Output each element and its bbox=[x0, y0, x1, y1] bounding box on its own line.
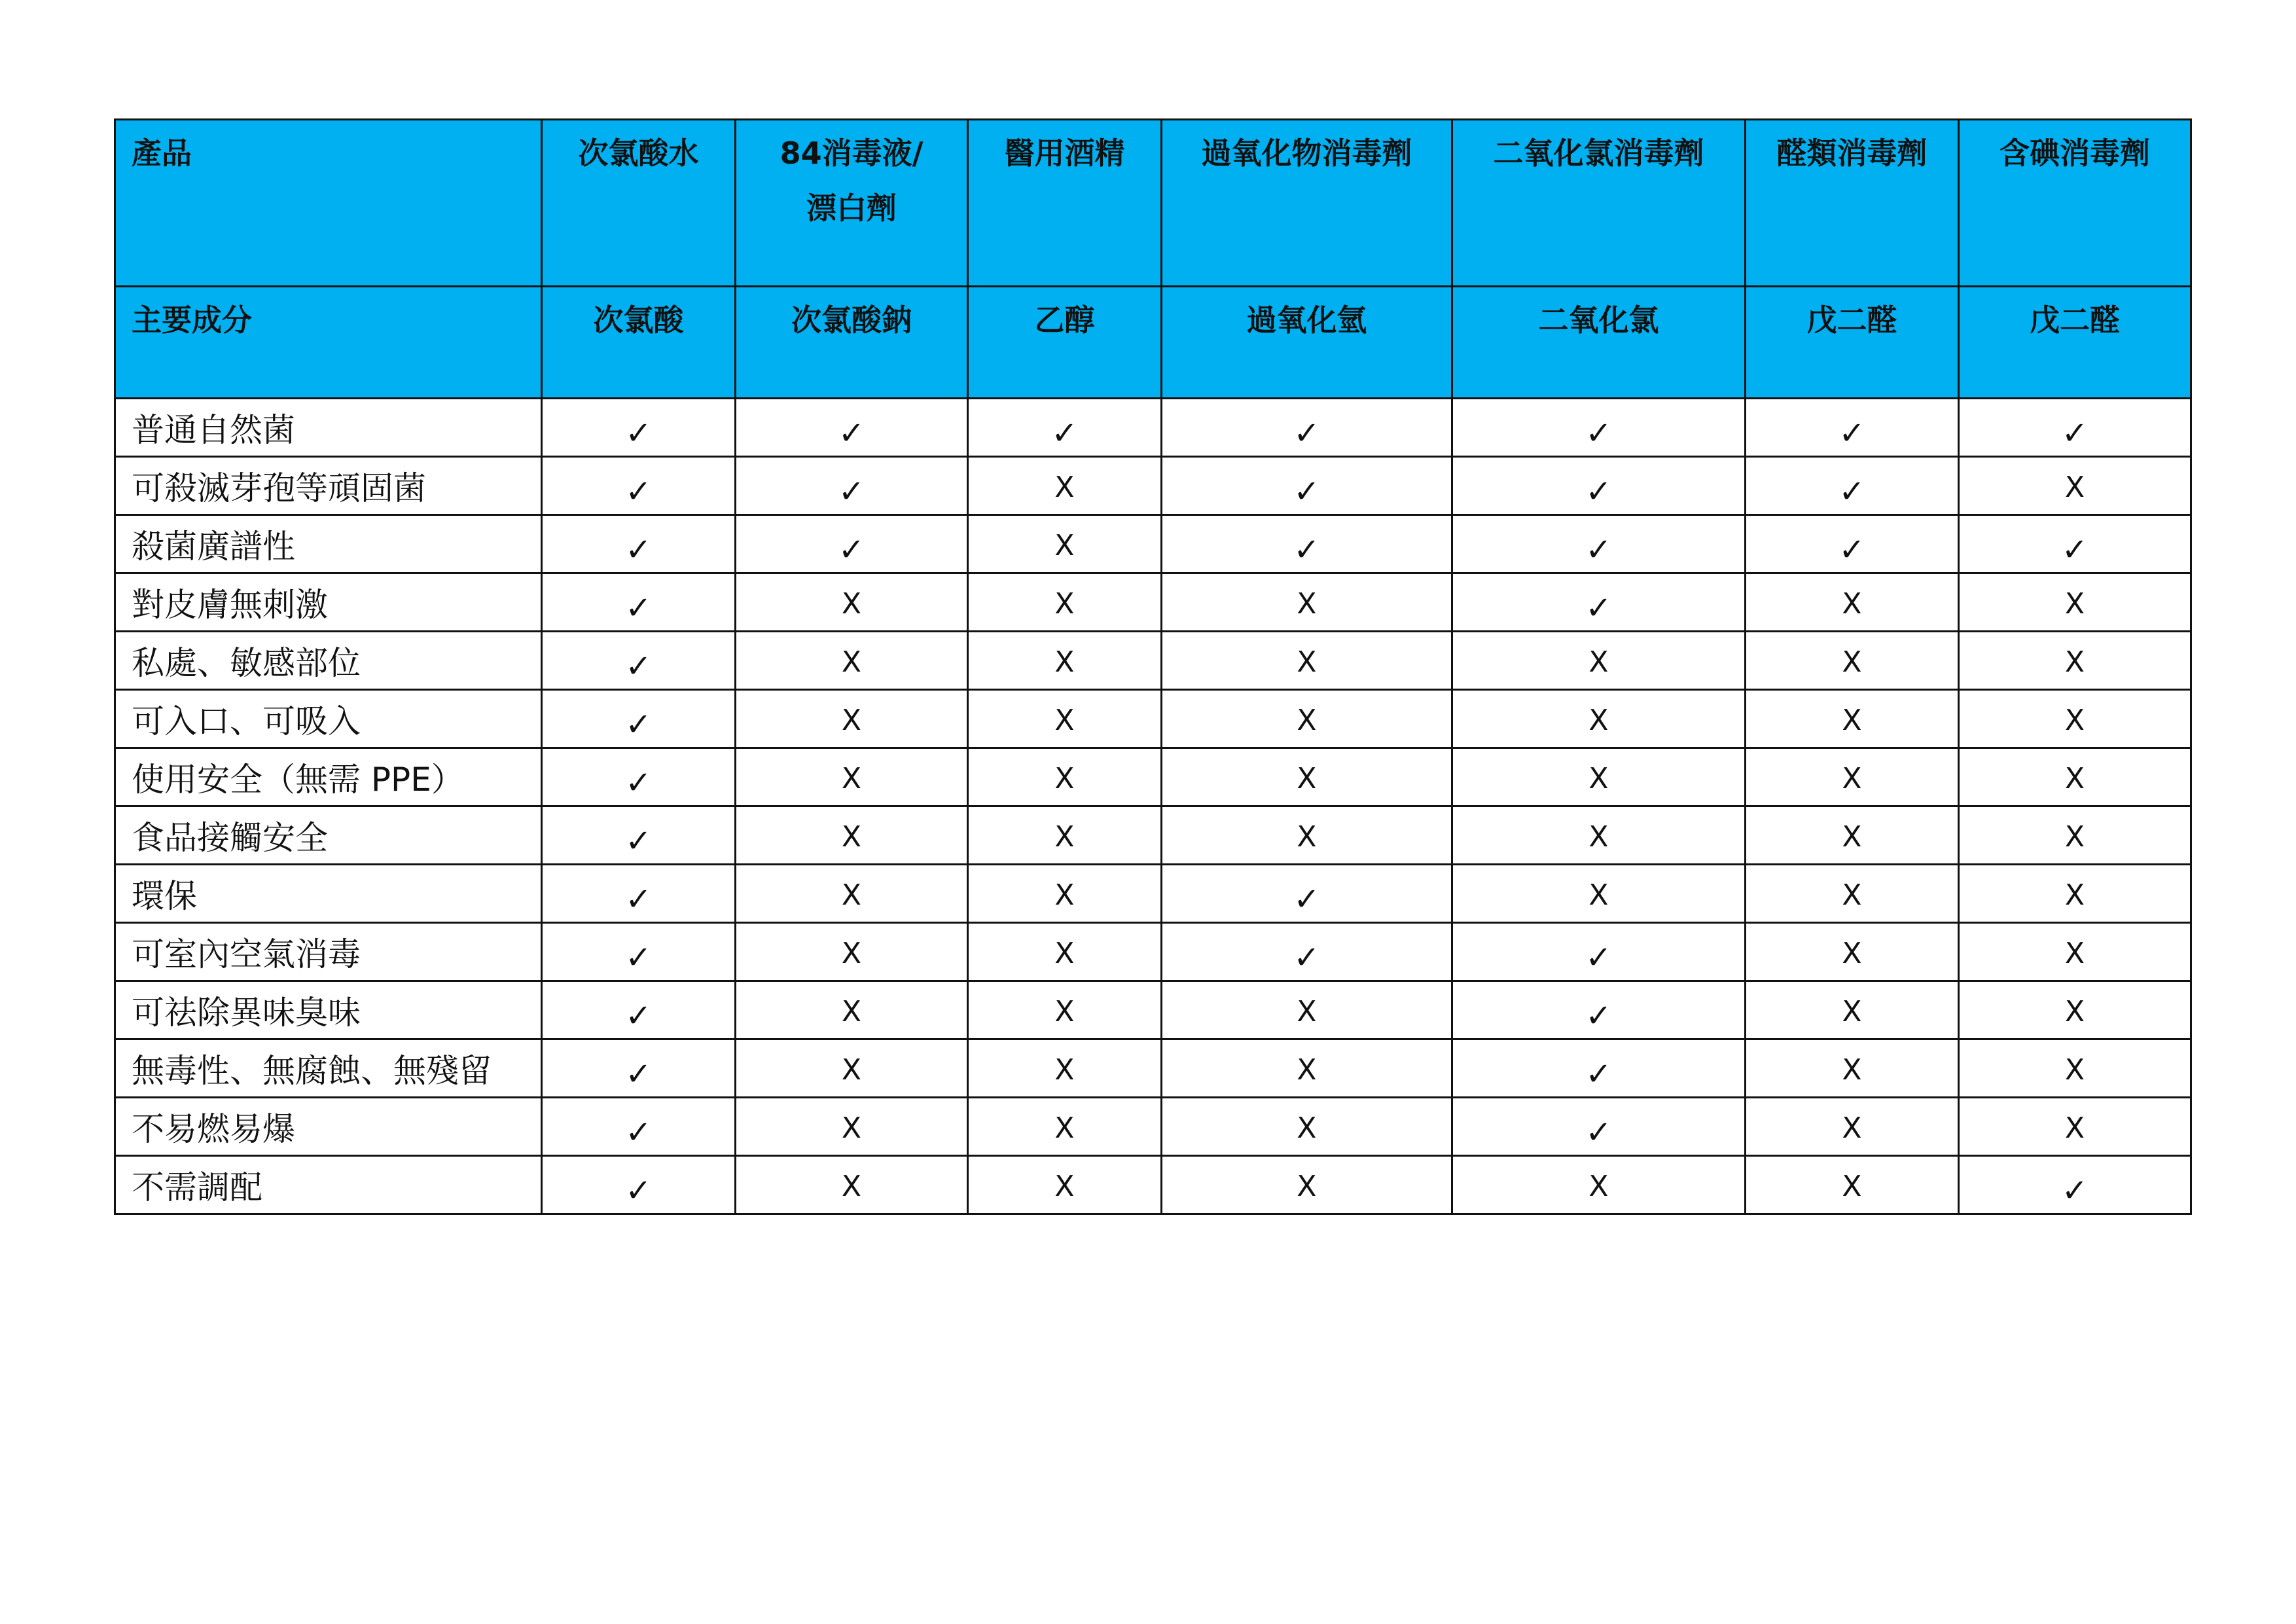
value-cell bbox=[1162, 515, 1452, 573]
check-mark: ✓ bbox=[1585, 590, 1612, 626]
check-mark: ✓ bbox=[625, 765, 652, 801]
value-cell bbox=[968, 457, 1162, 515]
cross-mark: X bbox=[1842, 995, 1862, 1028]
check-mark: ✓ bbox=[2061, 1172, 2089, 1209]
product-header-cell: 84消毒液/ 漂白劑 bbox=[736, 120, 968, 287]
check-mark: ✓ bbox=[1585, 998, 1612, 1034]
cross-mark: X bbox=[841, 645, 862, 679]
check-mark: ✓ bbox=[1585, 1114, 1612, 1151]
value-cell bbox=[1452, 690, 1746, 748]
value-cell bbox=[736, 457, 968, 515]
cross-mark: X bbox=[1054, 1170, 1075, 1203]
table-row bbox=[115, 399, 2191, 457]
table-row bbox=[115, 457, 2191, 515]
check-mark: ✓ bbox=[1051, 415, 1078, 452]
check-mark: ✓ bbox=[625, 1056, 652, 1092]
cross-mark: X bbox=[1297, 587, 1317, 621]
table-row bbox=[115, 806, 2191, 865]
cross-mark: X bbox=[2064, 587, 2085, 621]
value-cell bbox=[1452, 806, 1746, 865]
ingredient-header-cell: 戊二醛 bbox=[1746, 287, 1959, 399]
feature-label: 對皮膚無刺激 bbox=[115, 573, 542, 632]
value-cell bbox=[736, 923, 968, 981]
cross-mark: X bbox=[2064, 1053, 2085, 1087]
cross-mark: X bbox=[2064, 704, 2085, 737]
value-cell bbox=[1162, 1039, 1452, 1098]
value-cell bbox=[1959, 399, 2191, 457]
check-mark: ✓ bbox=[625, 823, 652, 859]
check-mark: ✓ bbox=[625, 998, 652, 1034]
value-cell bbox=[1959, 690, 2191, 748]
check-mark: ✓ bbox=[1293, 532, 1320, 568]
value-cell bbox=[1452, 1039, 1746, 1098]
check-mark: ✓ bbox=[1839, 473, 1865, 510]
cross-mark: X bbox=[1054, 1053, 1075, 1087]
check-mark: ✓ bbox=[1293, 473, 1320, 510]
value-cell bbox=[1162, 690, 1452, 748]
cross-mark: X bbox=[2064, 937, 2085, 970]
value-cell bbox=[736, 748, 968, 806]
cross-mark: X bbox=[2064, 995, 2085, 1028]
value-cell bbox=[968, 1098, 1162, 1156]
table-row bbox=[115, 1156, 2191, 1214]
value-cell bbox=[736, 865, 968, 923]
cross-mark: X bbox=[841, 704, 862, 737]
value-cell bbox=[1452, 981, 1746, 1039]
check-mark: ✓ bbox=[838, 415, 865, 452]
check-mark: ✓ bbox=[625, 532, 652, 568]
value-cell bbox=[542, 515, 736, 573]
value-cell bbox=[736, 399, 968, 457]
value-cell bbox=[1959, 981, 2191, 1039]
value-cell bbox=[542, 865, 736, 923]
cross-mark: X bbox=[1297, 1111, 1317, 1145]
value-cell bbox=[968, 573, 1162, 632]
value-cell bbox=[1452, 1156, 1746, 1214]
cross-mark: X bbox=[1297, 1053, 1317, 1087]
value-cell bbox=[1746, 515, 1959, 573]
value-cell bbox=[1959, 1098, 2191, 1156]
check-mark: ✓ bbox=[1293, 415, 1320, 452]
value-cell bbox=[1452, 573, 1746, 632]
table-row bbox=[115, 690, 2191, 748]
value-cell bbox=[1746, 865, 1959, 923]
check-mark: ✓ bbox=[2061, 532, 2089, 568]
table-row bbox=[115, 1098, 2191, 1156]
check-mark: ✓ bbox=[838, 532, 865, 568]
product-header-cell: 醫用酒精 bbox=[968, 120, 1162, 287]
value-cell bbox=[1162, 632, 1452, 690]
value-cell bbox=[1959, 1156, 2191, 1214]
value-cell bbox=[542, 1039, 736, 1098]
value-cell bbox=[1746, 573, 1959, 632]
check-mark: ✓ bbox=[2061, 415, 2089, 452]
feature-label: 不易燃易爆 bbox=[115, 1098, 542, 1156]
value-cell bbox=[1452, 399, 1746, 457]
value-cell bbox=[968, 806, 1162, 865]
value-cell bbox=[736, 981, 968, 1039]
cross-mark: X bbox=[1588, 878, 1609, 912]
check-mark: ✓ bbox=[1585, 532, 1612, 568]
feature-label: 無毒性、無腐蝕、無殘留 bbox=[115, 1039, 542, 1098]
check-mark: ✓ bbox=[625, 415, 652, 452]
cross-mark: X bbox=[1054, 820, 1075, 854]
value-cell bbox=[1162, 399, 1452, 457]
value-cell bbox=[1746, 1156, 1959, 1214]
cross-mark: X bbox=[1588, 645, 1609, 679]
check-mark: ✓ bbox=[1839, 415, 1865, 452]
value-cell bbox=[1162, 457, 1452, 515]
value-cell bbox=[968, 1039, 1162, 1098]
cross-mark: X bbox=[1054, 704, 1075, 737]
value-cell bbox=[1162, 923, 1452, 981]
check-mark: ✓ bbox=[1585, 1056, 1612, 1092]
check-mark: ✓ bbox=[1839, 532, 1865, 568]
cross-mark: X bbox=[1842, 820, 1862, 854]
product-header-cell: 含碘消毒劑 bbox=[1959, 120, 2191, 287]
cross-mark: X bbox=[841, 1111, 862, 1145]
value-cell bbox=[1746, 981, 1959, 1039]
value-cell bbox=[968, 865, 1162, 923]
value-cell bbox=[736, 1098, 968, 1156]
cross-mark: X bbox=[1297, 762, 1317, 795]
feature-label: 可祛除異味臭味 bbox=[115, 981, 542, 1039]
cross-mark: X bbox=[2064, 645, 2085, 679]
cross-mark: X bbox=[841, 762, 862, 795]
value-cell bbox=[1746, 1098, 1959, 1156]
feature-label: 使用安全（無需 PPE） bbox=[115, 748, 542, 806]
cross-mark: X bbox=[1588, 704, 1609, 737]
cross-mark: X bbox=[1297, 645, 1317, 679]
value-cell bbox=[1746, 457, 1959, 515]
check-mark: ✓ bbox=[838, 473, 865, 510]
cross-mark: X bbox=[1842, 878, 1862, 912]
value-cell bbox=[1452, 923, 1746, 981]
product-header-row bbox=[115, 120, 2191, 287]
value-cell bbox=[542, 748, 736, 806]
value-cell bbox=[1959, 632, 2191, 690]
cross-mark: X bbox=[1588, 1170, 1609, 1203]
check-mark: ✓ bbox=[1585, 939, 1612, 976]
value-cell bbox=[1959, 923, 2191, 981]
value-cell bbox=[1452, 632, 1746, 690]
ingredient-header-cell: 乙醇 bbox=[968, 287, 1162, 399]
table-row bbox=[115, 515, 2191, 573]
value-cell bbox=[542, 1098, 736, 1156]
value-cell bbox=[542, 457, 736, 515]
value-cell bbox=[1452, 748, 1746, 806]
cross-mark: X bbox=[1054, 878, 1075, 912]
cross-mark: X bbox=[1054, 995, 1075, 1028]
value-cell bbox=[736, 1039, 968, 1098]
value-cell bbox=[736, 690, 968, 748]
value-cell bbox=[1452, 865, 1746, 923]
feature-label: 私處、敏感部位 bbox=[115, 632, 542, 690]
table-body bbox=[115, 399, 2191, 1214]
value-cell bbox=[736, 573, 968, 632]
cross-mark: X bbox=[1842, 1053, 1862, 1087]
value-cell bbox=[1959, 573, 2191, 632]
ingredient-header-cell: 次氯酸鈉 bbox=[736, 287, 968, 399]
value-cell bbox=[1162, 573, 1452, 632]
cross-mark: X bbox=[2064, 878, 2085, 912]
value-cell bbox=[542, 981, 736, 1039]
value-cell bbox=[968, 923, 1162, 981]
table-row bbox=[115, 632, 2191, 690]
cross-mark: X bbox=[1842, 1111, 1862, 1145]
value-cell bbox=[542, 806, 736, 865]
value-cell bbox=[1746, 923, 1959, 981]
value-cell bbox=[1959, 1039, 2191, 1098]
value-cell bbox=[542, 690, 736, 748]
disinfectant-comparison-table bbox=[114, 118, 2192, 1215]
value-cell bbox=[1162, 865, 1452, 923]
cross-mark: X bbox=[1842, 645, 1862, 679]
header-label: 產品 bbox=[115, 120, 542, 287]
value-cell bbox=[736, 1156, 968, 1214]
ingredient-header-cell: 次氯酸 bbox=[542, 287, 736, 399]
ingredient-header-cell: 二氧化氯 bbox=[1452, 287, 1746, 399]
cross-mark: X bbox=[1842, 1170, 1862, 1203]
cross-mark: X bbox=[1054, 587, 1075, 621]
value-cell bbox=[1746, 632, 1959, 690]
value-cell bbox=[1452, 457, 1746, 515]
product-header-cell: 醛類消毒劑 bbox=[1746, 120, 1959, 287]
value-cell bbox=[542, 632, 736, 690]
check-mark: ✓ bbox=[1293, 881, 1320, 918]
value-cell bbox=[1162, 806, 1452, 865]
check-mark: ✓ bbox=[1585, 415, 1612, 452]
ingredient-header-cell: 過氧化氫 bbox=[1162, 287, 1452, 399]
value-cell bbox=[1959, 865, 2191, 923]
cross-mark: X bbox=[1054, 645, 1075, 679]
check-mark: ✓ bbox=[625, 590, 652, 626]
value-cell bbox=[542, 573, 736, 632]
table-row bbox=[115, 748, 2191, 806]
value-cell bbox=[1162, 1156, 1452, 1214]
value-cell bbox=[736, 632, 968, 690]
cross-mark: X bbox=[841, 820, 862, 854]
table-row bbox=[115, 1039, 2191, 1098]
ingredient-header-row bbox=[115, 287, 2191, 399]
value-cell bbox=[968, 399, 1162, 457]
check-mark: ✓ bbox=[625, 473, 652, 510]
ingredient-label: 主要成分 bbox=[115, 287, 542, 399]
value-cell bbox=[1959, 457, 2191, 515]
product-header-cell: 次氯酸水 bbox=[542, 120, 736, 287]
value-cell bbox=[968, 1156, 1162, 1214]
table-row bbox=[115, 981, 2191, 1039]
cross-mark: X bbox=[1297, 1170, 1317, 1203]
feature-label: 環保 bbox=[115, 865, 542, 923]
cross-mark: X bbox=[1297, 704, 1317, 737]
value-cell bbox=[1746, 748, 1959, 806]
check-mark: ✓ bbox=[625, 648, 652, 685]
check-mark: ✓ bbox=[1585, 473, 1612, 510]
value-cell bbox=[1959, 748, 2191, 806]
cross-mark: X bbox=[1054, 762, 1075, 795]
value-cell bbox=[1746, 690, 1959, 748]
cross-mark: X bbox=[1297, 820, 1317, 854]
cross-mark: X bbox=[1842, 587, 1862, 621]
value-cell bbox=[1162, 981, 1452, 1039]
check-mark: ✓ bbox=[625, 1172, 652, 1209]
value-cell bbox=[968, 515, 1162, 573]
product-header-cell: 二氧化氯消毒劑 bbox=[1452, 120, 1746, 287]
table-row bbox=[115, 923, 2191, 981]
value-cell bbox=[968, 981, 1162, 1039]
value-cell bbox=[542, 1156, 736, 1214]
cross-mark: X bbox=[2064, 471, 2085, 504]
ingredient-header-cell: 戊二醛 bbox=[1959, 287, 2191, 399]
cross-mark: X bbox=[1054, 937, 1075, 970]
feature-label: 殺菌廣譜性 bbox=[115, 515, 542, 573]
cross-mark: X bbox=[1842, 937, 1862, 970]
cross-mark: X bbox=[1588, 762, 1609, 795]
cross-mark: X bbox=[841, 878, 862, 912]
value-cell bbox=[1162, 1098, 1452, 1156]
cross-mark: X bbox=[841, 937, 862, 970]
value-cell bbox=[1746, 1039, 1959, 1098]
product-header-cell: 過氧化物消毒劑 bbox=[1162, 120, 1452, 287]
value-cell bbox=[1162, 748, 1452, 806]
feature-label: 可入口、可吸入 bbox=[115, 690, 542, 748]
feature-label: 可室內空氣消毒 bbox=[115, 923, 542, 981]
value-cell bbox=[1959, 806, 2191, 865]
cross-mark: X bbox=[841, 587, 862, 621]
value-cell bbox=[968, 690, 1162, 748]
cross-mark: X bbox=[1842, 762, 1862, 795]
value-cell bbox=[736, 515, 968, 573]
table-row bbox=[115, 573, 2191, 632]
feature-label: 不需調配 bbox=[115, 1156, 542, 1214]
cross-mark: X bbox=[1054, 471, 1075, 504]
value-cell bbox=[968, 632, 1162, 690]
cross-mark: X bbox=[2064, 762, 2085, 795]
cross-mark: X bbox=[841, 1170, 862, 1203]
value-cell bbox=[1746, 399, 1959, 457]
cross-mark: X bbox=[1054, 529, 1075, 562]
value-cell bbox=[1452, 515, 1746, 573]
value-cell bbox=[736, 806, 968, 865]
check-mark: ✓ bbox=[1293, 939, 1320, 976]
cross-mark: X bbox=[2064, 820, 2085, 854]
table-row bbox=[115, 865, 2191, 923]
value-cell bbox=[1452, 1098, 1746, 1156]
feature-label: 普通自然菌 bbox=[115, 399, 542, 457]
check-mark: ✓ bbox=[625, 881, 652, 918]
value-cell bbox=[1959, 515, 2191, 573]
cross-mark: X bbox=[1588, 820, 1609, 854]
cross-mark: X bbox=[841, 1053, 862, 1087]
cross-mark: X bbox=[1842, 704, 1862, 737]
value-cell bbox=[542, 399, 736, 457]
value-cell bbox=[968, 748, 1162, 806]
cross-mark: X bbox=[841, 995, 862, 1028]
cross-mark: X bbox=[2064, 1111, 2085, 1145]
check-mark: ✓ bbox=[625, 1114, 652, 1151]
check-mark: ✓ bbox=[625, 939, 652, 976]
check-mark: ✓ bbox=[625, 706, 652, 743]
value-cell bbox=[542, 923, 736, 981]
cross-mark: X bbox=[1054, 1111, 1075, 1145]
feature-label: 食品接觸安全 bbox=[115, 806, 542, 865]
cross-mark: X bbox=[1297, 995, 1317, 1028]
feature-label: 可殺滅芽孢等頑固菌 bbox=[115, 457, 542, 515]
value-cell bbox=[1746, 806, 1959, 865]
